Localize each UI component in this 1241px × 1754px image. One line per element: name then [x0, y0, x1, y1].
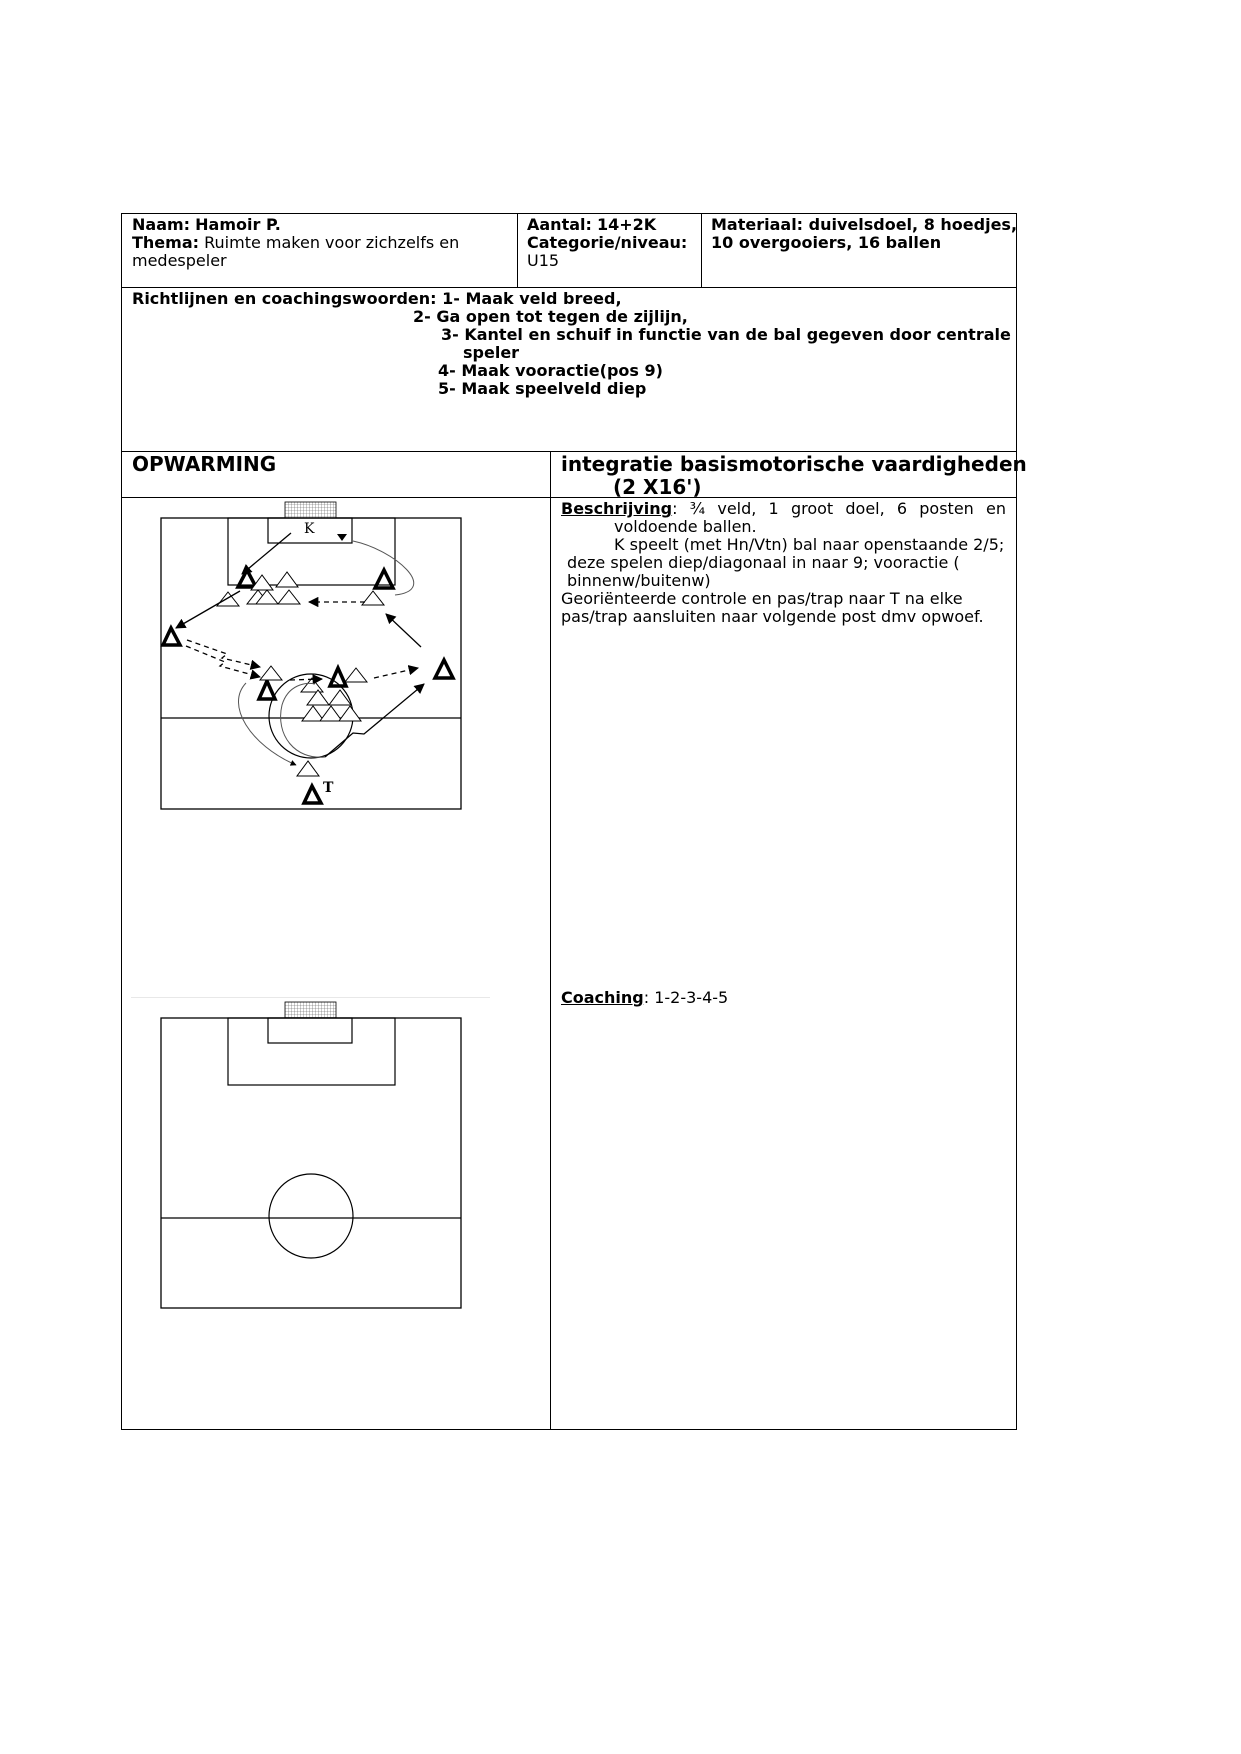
beschrijving-line6: Georiënteerde controle en pas/trap naar T na elke	[561, 589, 963, 608]
materiaal-line2: 10 overgooiers, 16 ballen	[711, 233, 942, 252]
header-col-divider-2	[701, 213, 702, 287]
exercise-diagram	[150, 495, 470, 815]
naam-label: Naam:	[132, 215, 191, 234]
thema-value: Ruimte maken voor zichzelfs en	[204, 233, 460, 252]
richtlijnen-item-5: 5- Maak speelveld diep	[438, 379, 647, 398]
thema-label: Thema:	[132, 233, 200, 252]
cone-markers	[217, 572, 384, 776]
richtlijnen-line1	[132, 289, 622, 309]
naam-value: Hamoir P.	[195, 215, 281, 234]
beschrijving-label: Beschrijving	[561, 499, 673, 518]
beschrijving-line3: K speelt (met Hn/Vtn) bal naar openstaande 2/5;	[614, 535, 1005, 554]
coaching-label: Coaching	[561, 988, 644, 1007]
categorie-label: Categorie/niveau:	[527, 233, 688, 252]
centre-circle	[269, 1174, 353, 1258]
pass-arrows	[176, 533, 424, 757]
beschrijving-line1	[561, 499, 1006, 519]
richtlijnen-label: Richtlijnen en coachingswoorden:	[132, 289, 437, 308]
goal-net	[285, 1002, 336, 1018]
keeper-ball-marker	[337, 534, 347, 541]
richtlijnen-item-2: 2- Ga open tot tegen de zijlijn,	[413, 307, 688, 326]
materiaal-line1: Materiaal: duivelsdoel, 8 hoedjes,	[711, 215, 1018, 234]
run-arrows	[186, 602, 418, 680]
penalty-box	[228, 1018, 395, 1085]
beschrijving-line4: deze spelen diep/diagonaal in naar 9; vooractie (	[567, 553, 960, 572]
section-subtitle: integratie basismotorische vaardigheden	[561, 452, 1027, 476]
beschrijving-line2: voldoende ballen.	[614, 517, 757, 536]
header-col-divider-1	[517, 213, 518, 287]
beschrijving-line5: binnenw/buitenw)	[567, 571, 711, 590]
trainer-label: T	[323, 780, 334, 796]
section-title: OPWARMING	[132, 452, 277, 476]
keeper-label: K	[304, 521, 315, 537]
naam-line	[132, 215, 281, 235]
beschrijving-text-1: : ¾ veld, 1 groot doel, 6 posten en	[672, 499, 1006, 518]
thema-value-line2: medespeler	[132, 251, 227, 270]
beschrijving-line7: pas/trap aansluiten naar volgende post dmv opwoef.	[561, 607, 984, 626]
aantal-label: Aantal:	[527, 215, 592, 234]
richtlijnen-item-3-cont: speler	[463, 343, 520, 362]
coaching-line	[561, 988, 728, 1008]
field-outline	[161, 1018, 461, 1308]
categorie-value: U15	[527, 251, 560, 270]
goal-net	[285, 502, 336, 518]
thema-line	[132, 233, 459, 253]
coaching-value: : 1-2-3-4-5	[643, 988, 729, 1007]
aantal-line	[527, 215, 656, 235]
header-row-divider	[121, 287, 1017, 288]
richtlijnen-item-4: 4- Maak vooractie(pos 9)	[438, 361, 663, 380]
aantal-value: 14+2K	[597, 215, 657, 234]
richtlijnen-item-3: 3- Kantel en schuif in functie van de bal gegeven door centrale	[441, 325, 1011, 344]
goal-area	[268, 1018, 352, 1043]
section-col-divider	[550, 451, 551, 1430]
richtlijnen-item-1: 1- Maak veld breed,	[442, 289, 622, 308]
section-subtitle-cont: (2 X16')	[613, 475, 702, 499]
empty-field-diagram	[150, 995, 470, 1315]
